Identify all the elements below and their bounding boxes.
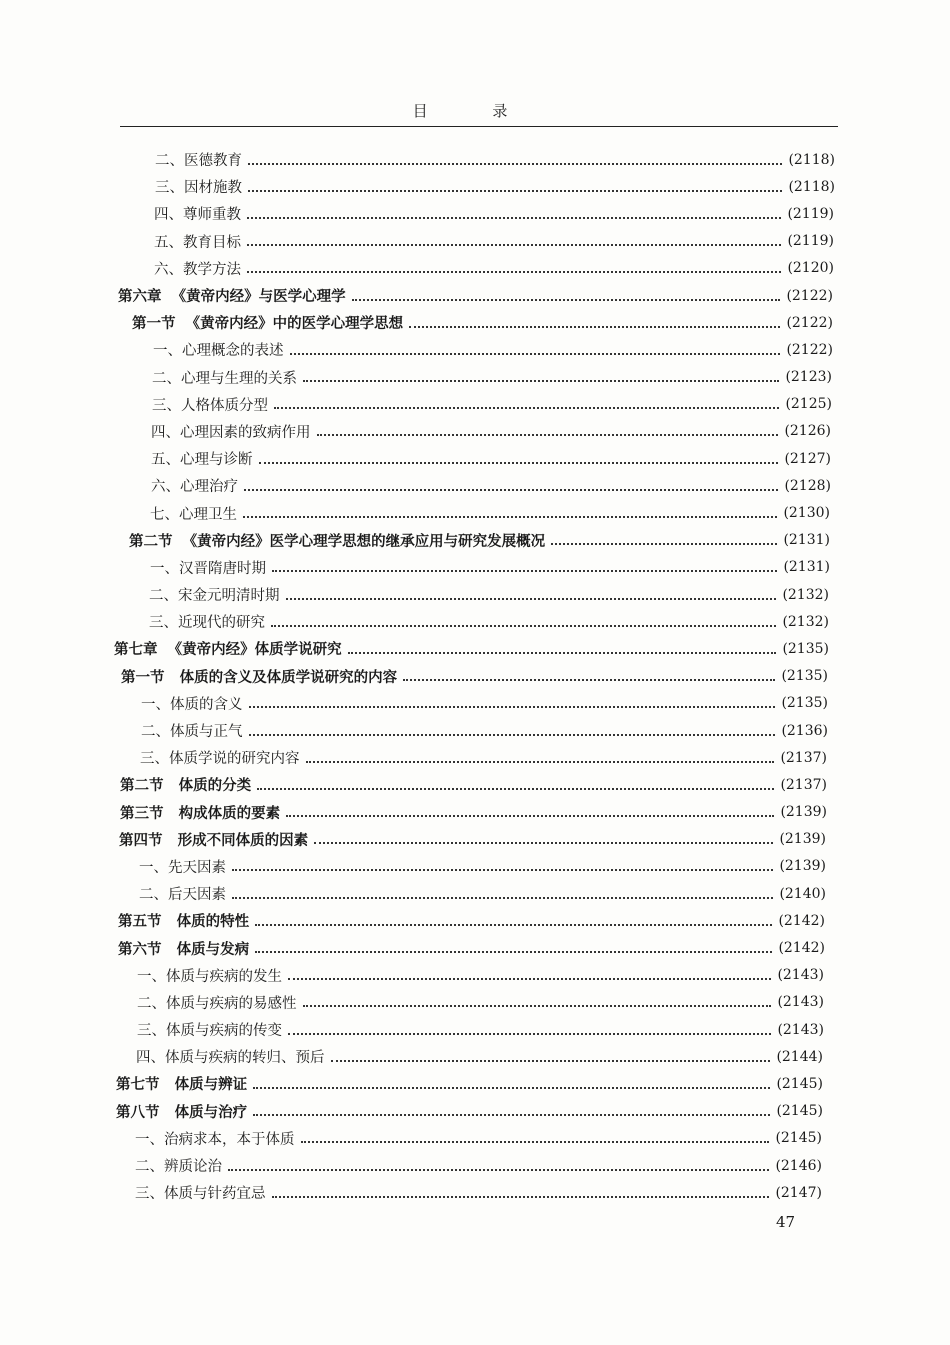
toc-entry: [132, 309, 833, 336]
toc-entry-title: 二、心理与生理的关系: [152, 370, 297, 387]
dot-leader: [286, 598, 777, 600]
toc-entry-page: (2135): [781, 668, 828, 685]
header-rule: [120, 126, 838, 127]
toc-entry: [119, 826, 826, 853]
toc-entry-page: (2123): [785, 369, 832, 386]
toc-entry-page: (2147): [775, 1184, 822, 1201]
toc-entry-title: 第一节 《黄帝内经》中的医学心理学思想: [132, 315, 404, 333]
toc-entry-title: 二、体质与疾病的易感性: [137, 995, 297, 1012]
toc-entry: [135, 1125, 822, 1152]
dot-leader: [274, 407, 779, 409]
dot-leader: [253, 1087, 770, 1089]
toc-entry-page: (2126): [784, 423, 831, 440]
toc-entry-title: 二、后天因素: [139, 887, 226, 904]
page-number: 47: [776, 1213, 796, 1231]
dot-leader: [348, 652, 777, 654]
toc-entry: [137, 989, 824, 1016]
toc-entry-title: 一、治病求本，本于体质: [135, 1131, 295, 1148]
toc-entry: [149, 608, 829, 635]
toc-entry-page: (2139): [780, 804, 827, 821]
toc-entry-page: (2127): [784, 450, 831, 467]
toc-entry-title: 第八节 体质与治疗: [116, 1103, 248, 1121]
toc-entry-page: (2137): [780, 776, 827, 793]
toc-entry-page: (2143): [777, 967, 824, 984]
dot-leader: [403, 679, 775, 681]
toc-entry-page: (2119): [787, 233, 834, 250]
toc-entry-page: (2132): [782, 613, 829, 630]
toc-entry-title: 二、医德教育: [155, 153, 242, 170]
dot-leader: [253, 1114, 770, 1116]
dot-leader: [272, 570, 777, 572]
toc-entry: [150, 499, 830, 526]
toc-entry-title: 第六节 体质与发病: [118, 940, 250, 958]
dot-leader: [249, 706, 776, 708]
toc-entry-title: 二、体质与正气: [141, 724, 243, 741]
toc-entry-title: 三、因材施教: [155, 180, 242, 197]
toc-entry-page: (2136): [781, 722, 828, 739]
toc-entry: [116, 1070, 823, 1097]
toc-entry: [154, 228, 834, 255]
dot-leader: [271, 625, 776, 627]
toc-entry-page: (2120): [787, 260, 834, 277]
toc-entry-title: 三、体质学说的研究内容: [140, 751, 300, 768]
toc-entry-title: 六、教学方法: [154, 261, 241, 278]
dot-leader: [243, 516, 777, 518]
toc-entry-page: (2145): [775, 1130, 822, 1147]
toc-entry-page: (2143): [777, 1021, 824, 1038]
toc-entry-title: 一、先天因素: [139, 859, 226, 876]
toc-entry: [137, 1016, 824, 1043]
toc-entry: [137, 962, 824, 989]
toc-entry-page: (2132): [782, 586, 829, 603]
toc-entry-title: 五、心理与诊断: [151, 452, 253, 469]
toc-entry: [118, 282, 833, 309]
toc-entry-page: (2118): [788, 178, 835, 195]
toc-entry: [154, 255, 834, 282]
dot-leader: [255, 924, 772, 926]
toc-entry-page: (2128): [784, 477, 831, 494]
toc-entry-page: (2143): [777, 994, 824, 1011]
toc-entry: [139, 880, 826, 907]
toc-entry: [118, 934, 825, 961]
dot-leader: [272, 1196, 770, 1198]
dot-leader: [248, 190, 782, 192]
toc-entry: [116, 1098, 823, 1125]
toc-entry-title: 三、近现代的研究: [149, 615, 265, 632]
dot-leader: [255, 951, 772, 953]
toc-entry-page: (2125): [785, 396, 832, 413]
toc-entry: [139, 853, 826, 880]
dot-leader: [248, 163, 782, 165]
toc-entry-page: (2142): [778, 940, 825, 957]
toc-entry-title: 第二节 体质的分类: [120, 777, 252, 795]
dot-leader: [314, 842, 773, 844]
toc-entry-page: (2122): [786, 314, 833, 331]
toc-entry-title: 第五节 体质的特性: [118, 913, 250, 931]
dot-leader: [244, 489, 778, 491]
dot-leader: [232, 897, 773, 899]
toc-entry-title: 三、人格体质分型: [152, 397, 268, 414]
toc-entry: [151, 445, 831, 472]
dot-leader: [303, 380, 779, 382]
dot-leader: [247, 244, 781, 246]
toc-entry: [155, 146, 835, 173]
toc-entry: [151, 472, 831, 499]
toc-entry: [120, 771, 827, 798]
table-of-contents: [0, 146, 950, 1206]
toc-entry-title: 二、辨质论治: [135, 1159, 222, 1176]
toc-entry-page: (2145): [776, 1075, 823, 1092]
toc-entry: [136, 1043, 823, 1070]
toc-entry-title: 四、尊师重教: [154, 207, 241, 224]
dot-leader: [306, 761, 775, 763]
toc-entry: [154, 200, 834, 227]
dot-leader: [551, 543, 777, 545]
toc-entry: [141, 717, 828, 744]
toc-entry-title: 一、汉晋隋唐时期: [150, 560, 266, 577]
dot-leader: [290, 353, 781, 355]
dot-leader: [232, 869, 773, 871]
toc-entry: [155, 173, 835, 200]
toc-entry: [135, 1152, 822, 1179]
dot-leader: [286, 815, 774, 817]
toc-entry-title: 四、体质与疾病的转归、预后: [136, 1050, 325, 1067]
toc-entry-page: (2135): [782, 640, 829, 657]
toc-entry-page: (2145): [776, 1103, 823, 1120]
toc-entry-title: 第四节 形成不同体质的因素: [119, 831, 309, 849]
dot-leader: [288, 1033, 771, 1035]
toc-entry-title: 第七章 《黄帝内经》体质学说研究: [114, 641, 342, 659]
toc-entry: [149, 581, 829, 608]
dot-leader: [317, 434, 779, 436]
dot-leader: [301, 1141, 770, 1143]
toc-entry: [121, 663, 828, 690]
toc-entry-page: (2131): [783, 532, 830, 549]
toc-entry-title: 六、心理治疗: [151, 479, 238, 496]
toc-entry: [118, 907, 825, 934]
toc-entry-page: (2137): [780, 749, 827, 766]
toc-entry-title: 四、心理因素的致病作用: [151, 424, 311, 441]
dot-leader: [288, 978, 771, 980]
toc-entry-page: (2118): [788, 151, 835, 168]
toc-entry-title: 第六章 《黄帝内经》与医学心理学: [118, 288, 346, 306]
toc-entry-title: 一、体质的含义: [141, 696, 243, 713]
toc-entry-title: 第二节 《黄帝内经》医学心理学思想的继承应用与研究发展概况: [129, 532, 546, 550]
toc-entry-page: (2130): [783, 505, 830, 522]
toc-entry-title: 一、心理概念的表述: [153, 343, 284, 360]
toc-entry: [153, 336, 833, 363]
dot-leader: [249, 734, 776, 736]
toc-entry-page: (2131): [783, 559, 830, 576]
toc-entry: [114, 635, 829, 662]
dot-leader: [247, 217, 781, 219]
toc-entry-title: 第一节 体质的含义及体质学说研究的内容: [121, 668, 398, 686]
toc-entry: [120, 799, 827, 826]
toc-entry: [140, 744, 827, 771]
toc-entry: [152, 364, 832, 391]
toc-entry: [150, 554, 830, 581]
toc-entry-page: (2140): [779, 885, 826, 902]
toc-entry-page: (2144): [776, 1048, 823, 1065]
dot-leader: [259, 462, 779, 464]
dot-leader: [247, 271, 781, 273]
dot-leader: [409, 326, 780, 328]
toc-entry-title: 二、宋金元明清时期: [149, 588, 280, 605]
toc-entry-title: 七、心理卫生: [150, 506, 237, 523]
toc-entry-page: (2139): [779, 831, 826, 848]
toc-entry-page: (2119): [787, 205, 834, 222]
page-header-title: 目 录: [412, 102, 538, 120]
toc-entry-page: (2122): [786, 287, 833, 304]
toc-entry-title: 一、体质与疾病的发生: [137, 968, 282, 985]
dot-leader: [257, 788, 774, 790]
toc-entry-title: 五、教育目标: [154, 234, 241, 251]
toc-entry-page: (2135): [781, 695, 828, 712]
toc-entry-title: 三、体质与疾病的传变: [137, 1023, 282, 1040]
toc-entry-title: 三、体质与针药宜忌: [135, 1186, 266, 1203]
toc-entry: [141, 690, 828, 717]
toc-entry: [151, 418, 831, 445]
toc-entry-title: 第三节 构成体质的要素: [120, 804, 281, 822]
toc-entry-page: (2139): [779, 858, 826, 875]
dot-leader: [228, 1169, 769, 1171]
toc-entry: [135, 1179, 822, 1206]
dot-leader: [303, 1005, 772, 1007]
dot-leader: [352, 299, 781, 301]
dot-leader: [331, 1060, 771, 1062]
toc-entry-page: (2142): [778, 912, 825, 929]
toc-entry: [129, 527, 830, 554]
toc-entry: [152, 391, 832, 418]
toc-entry-title: 第七节 体质与辨证: [116, 1076, 248, 1094]
toc-entry-page: (2122): [786, 341, 833, 358]
toc-entry-page: (2146): [775, 1157, 822, 1174]
